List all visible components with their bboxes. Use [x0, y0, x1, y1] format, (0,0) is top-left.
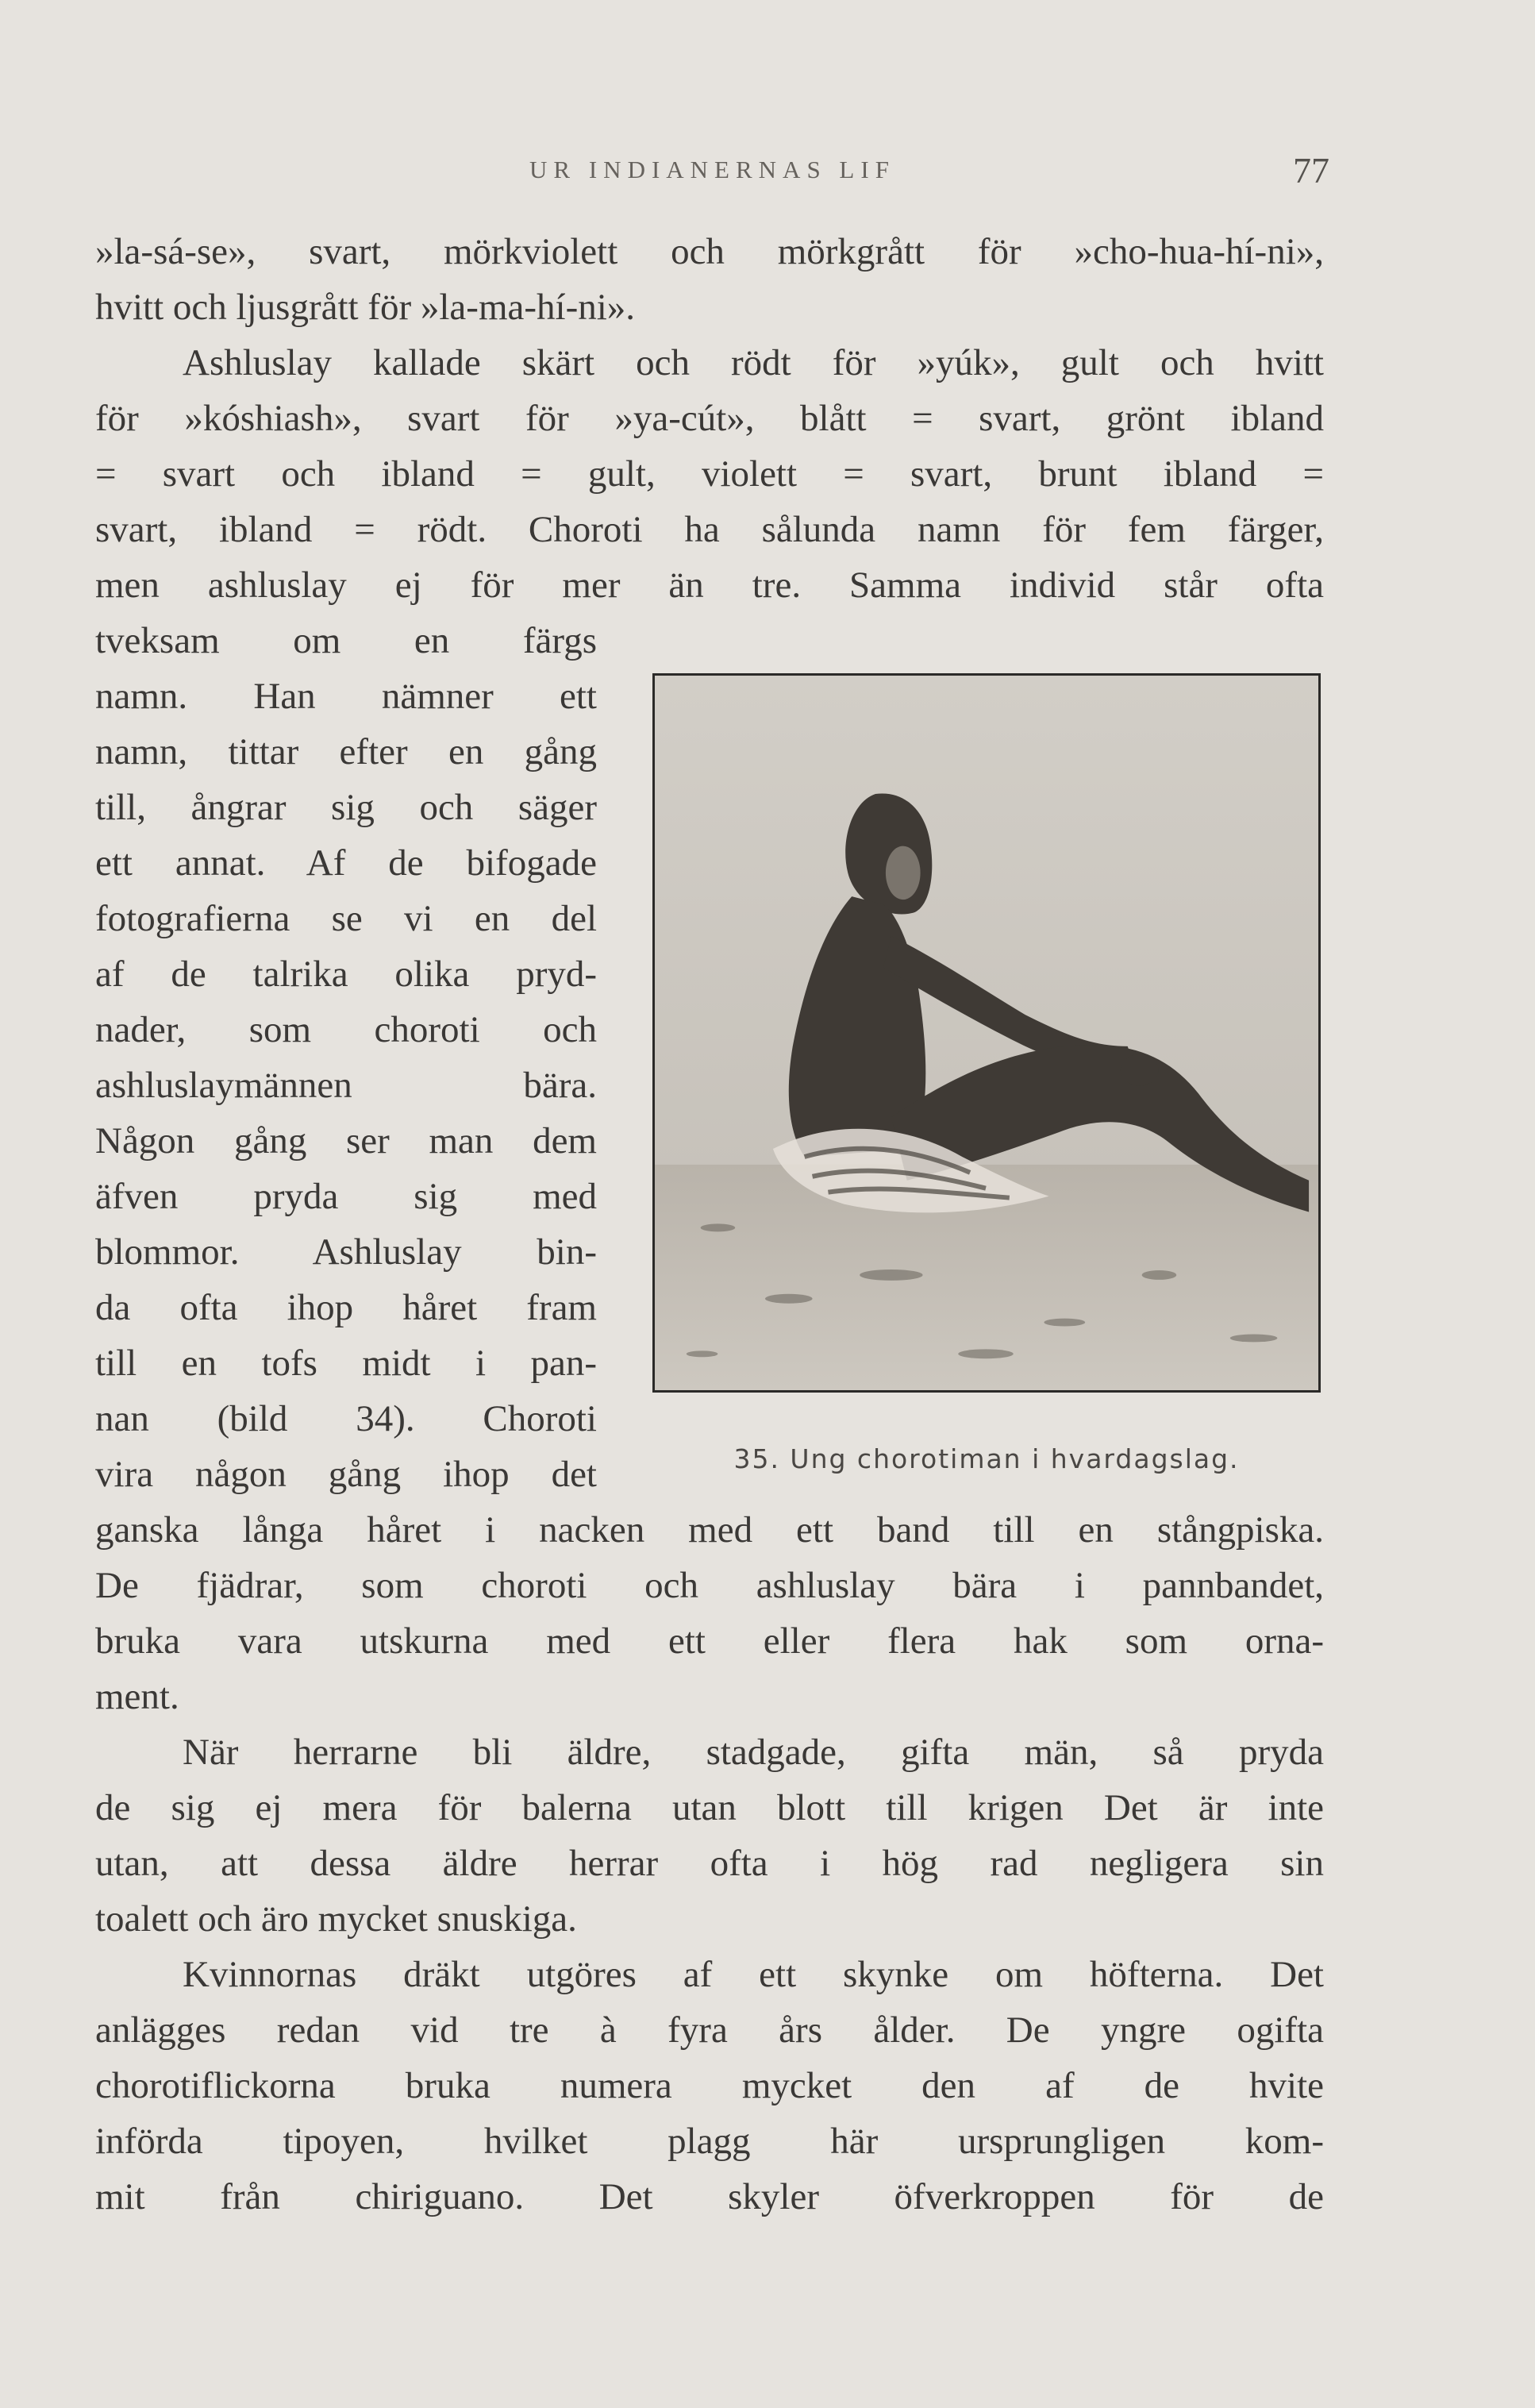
text-line: bruka vara utskurna med ett eller flera hak som orna-: [95, 1620, 1324, 1662]
text-line: till, ångrar sig och säger: [95, 787, 597, 828]
text-line: ment.: [95, 1676, 179, 1717]
photo-figure: [652, 673, 1321, 1393]
page-number: 77: [1293, 150, 1329, 191]
text-line: »la-sá-se», svart, mörkviolett och mörkgrått för »cho-hua-hí-ni»,: [95, 231, 1324, 272]
text-line: nan (bild 34). Choroti: [95, 1398, 597, 1439]
text-line: tveksam om en färgs: [95, 620, 597, 661]
text-line: utan, att dessa äldre herrar ofta i hög rad negligera sin: [95, 1843, 1324, 1884]
text-line: = svart och ibland = gult, violett = svart, brunt ibland =: [95, 453, 1324, 495]
photo-seated-man: [655, 676, 1318, 1390]
text-line: ganska långa håret i nacken med ett band till en stångpiska.: [95, 1509, 1324, 1551]
text-line: ashluslaymännen bära.: [95, 1065, 597, 1106]
text-line: namn, tittar efter en gång: [95, 731, 597, 772]
text-line: namn. Han nämner ett: [95, 676, 597, 717]
figure-caption: 35. Ung chorotiman i hvardagslag.: [733, 1443, 1240, 1474]
text-line: nader, som choroti och: [95, 1009, 597, 1050]
text-line: till en tofs midt i pan-: [95, 1343, 597, 1384]
text-line: för »kóshiash», svart för »ya-cút», blått = svart, grönt ibland: [95, 398, 1324, 439]
text-line: hvitt och ljusgrått för »la-ma-hí-ni».: [95, 287, 636, 328]
text-line: äfven pryda sig med: [95, 1176, 597, 1217]
text-line: Ashluslay kallade skärt och rödt för »yúk», gult och hvitt: [183, 342, 1324, 383]
text-line: När herrarne bli äldre, stadgade, gifta män, så pryda: [183, 1732, 1324, 1773]
text-line: blommor. Ashluslay bin-: [95, 1231, 597, 1273]
text-line: de sig ej mera för balerna utan blott till krigen Det är inte: [95, 1787, 1324, 1828]
text-line: införda tipoyen, hvilket plagg här ursprungligen kom-: [95, 2121, 1324, 2162]
text-line: fotografierna se vi en del: [95, 898, 597, 939]
text-line: anlägges redan vid tre à fyra års ålder. De yngre ogifta: [95, 2009, 1324, 2051]
text-line: ett annat. Af de bifogade: [95, 842, 597, 884]
text-line: De fjädrar, som choroti och ashluslay bära i pannbandet,: [95, 1565, 1324, 1606]
text-line: af de talrika olika pryd-: [95, 954, 597, 995]
text-line: svart, ibland = rödt. Choroti ha sålunda namn för fem färger,: [95, 509, 1324, 550]
text-line: mit från chiriguano. Det skyler öfverkroppen för de: [95, 2176, 1324, 2217]
text-line: Kvinnornas dräkt utgöres af ett skynke om höfterna. Det: [183, 1954, 1324, 1995]
text-line: Någon gång ser man dem: [95, 1120, 597, 1162]
text-line: chorotiflickorna bruka numera mycket den af de hvite: [95, 2065, 1324, 2106]
text-line: da ofta ihop håret fram: [95, 1287, 597, 1328]
text-line: vira någon gång ihop det: [95, 1454, 597, 1495]
text-line: toalett och äro mycket snuskiga.: [95, 1898, 577, 1940]
running-title: UR INDIANERNAS LIF: [529, 156, 895, 183]
running-head: [95, 150, 1329, 195]
text-line: men ashluslay ej för mer än tre. Samma individ står ofta: [95, 564, 1324, 606]
